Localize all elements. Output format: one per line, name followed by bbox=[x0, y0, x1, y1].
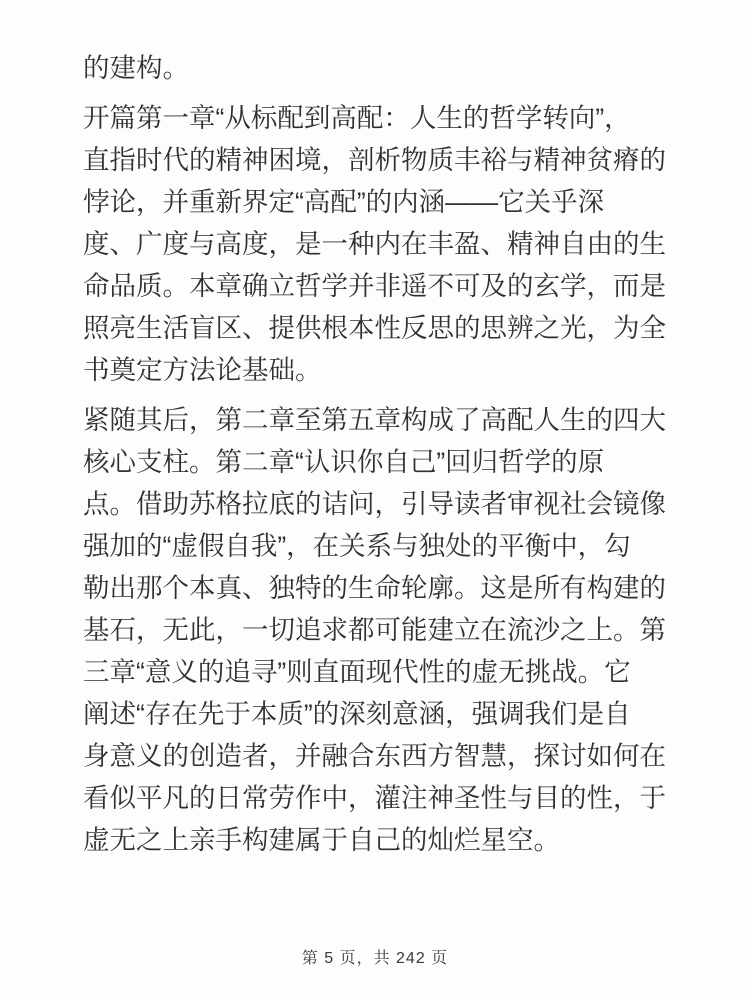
text-line: 身意义的创造者，并融合东西方智慧，探讨如何在 bbox=[83, 741, 666, 771]
text-line: 三章“意义的追寻”则直面现代性的虚无挑战。它 bbox=[83, 657, 631, 687]
document-body bbox=[83, 47, 669, 869]
text-line: 照亮生活盲区、提供根本性反思的思辨之光，为全 bbox=[83, 313, 666, 343]
text-line: 书奠定方法论基础。 bbox=[83, 355, 322, 385]
text-line: 的建构。 bbox=[83, 53, 189, 83]
text-line: 阐述“存在先于本质”的深刻意涵，强调我们是自 bbox=[83, 699, 631, 729]
text-line: 勒出那个本真、独特的生命轮廓。这是所有构建的 bbox=[83, 573, 666, 603]
text-line: 悖论，并重新界定“高配”的内涵——它关乎深 bbox=[83, 187, 605, 217]
text-line: 开篇第一章“从标配到高配：人生的哲学转向”， bbox=[83, 103, 631, 133]
page-number-indicator: 第 5 页，共 242 页 bbox=[301, 950, 449, 967]
text-line: 度、广度与高度，是一种内在丰盈、精神自由的生 bbox=[83, 229, 666, 259]
text-line: 直指时代的精神困境，剖析物质丰裕与精神贫瘠的 bbox=[83, 145, 666, 175]
text-line: 紧随其后，第二章至第五章构成了高配人生的四大 bbox=[83, 405, 666, 435]
text-line: 点。借助苏格拉底的诘问，引导读者审视社会镜像 bbox=[83, 489, 666, 519]
paragraph bbox=[83, 47, 669, 89]
page-footer bbox=[0, 948, 750, 970]
text-line: 核心支柱。第二章“认识你自己”回归哲学的原 bbox=[83, 447, 605, 477]
text-line: 强加的“虚假自我”，在关系与独处的平衡中，勾 bbox=[83, 531, 631, 561]
text-line: 基石，无此，一切追求都可能建立在流沙之上。第 bbox=[83, 615, 666, 645]
text-line: 看似平凡的日常劳作中，灌注神圣性与目的性，于 bbox=[83, 783, 666, 813]
text-line: 命品质。本章确立哲学并非遥不可及的玄学，而是 bbox=[83, 271, 666, 301]
text-line: 虚无之上亲手构建属于自己的灿烂星空。 bbox=[83, 825, 560, 855]
paragraph bbox=[83, 399, 669, 861]
paragraph bbox=[83, 97, 669, 391]
